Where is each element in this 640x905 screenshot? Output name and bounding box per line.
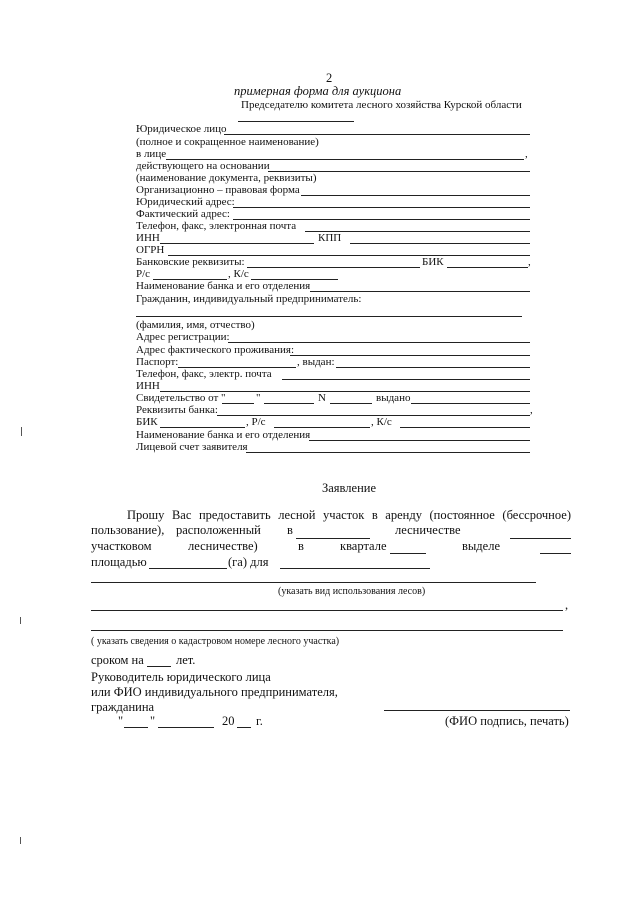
rs2-line[interactable] <box>274 427 370 428</box>
cadastral-line[interactable] <box>91 630 563 631</box>
label-bank-name2: Наименование банка и его отделения <box>136 429 311 441</box>
form-subtitle: примерная форма для аукциона <box>234 84 402 98</box>
term-years-line[interactable] <box>147 666 171 667</box>
reg-address-line[interactable] <box>228 342 530 343</box>
label-ogrn: ОГРН <box>136 244 165 256</box>
addressee: Председателю комитета лесного хозяйства Курской области <box>241 99 522 111</box>
label-in-person: в лице <box>136 148 167 160</box>
forest-use-line[interactable] <box>91 582 536 583</box>
legal-entity-line[interactable] <box>224 134 530 135</box>
quarter-line[interactable] <box>390 553 426 554</box>
line3-e: выделе <box>462 539 500 553</box>
label-legal-address: Юридический адрес: <box>136 196 235 208</box>
label-contacts2: Телефон, факс, электр. почта <box>136 368 272 380</box>
label-inn: ИНН <box>136 232 160 244</box>
issued-line[interactable] <box>336 367 530 368</box>
label-rs2: , Р/с <box>246 416 266 428</box>
purpose-line[interactable] <box>280 568 430 569</box>
term-years-label: лет. <box>176 653 196 667</box>
date-year-line[interactable] <box>237 727 251 728</box>
bank-name-line[interactable] <box>310 291 530 292</box>
label-bik: БИК <box>422 256 444 268</box>
line4-b: (га) для <box>228 555 269 569</box>
date-day-line[interactable] <box>124 727 148 728</box>
comma: , <box>530 404 533 416</box>
scan-mark <box>20 617 21 624</box>
certificate-quote: " <box>256 392 261 404</box>
label-rs: Р/с <box>136 268 151 280</box>
bik2-line[interactable] <box>160 427 245 428</box>
certificate-issuer-line[interactable] <box>411 403 530 404</box>
account-line[interactable] <box>246 452 530 453</box>
line2-b: расположенный <box>176 523 261 537</box>
date-open-quote: " <box>118 714 124 728</box>
area-line[interactable] <box>149 568 227 569</box>
hint-cadastral: ( указать сведения о кадастровом номере лесного участка) <box>91 636 340 647</box>
org-form-line[interactable] <box>301 195 530 196</box>
signature-line[interactable] <box>384 710 570 711</box>
legal-address-line[interactable] <box>233 207 530 208</box>
head-line-2: или ФИО индивидуального предпринимателя, <box>91 685 338 699</box>
comma: , <box>528 256 531 268</box>
label-actual-address: Фактический адрес: <box>136 208 230 220</box>
label-bank-details: Банковские реквизиты: <box>136 256 245 268</box>
section-line[interactable] <box>540 553 571 554</box>
line4-a: площадью <box>91 555 147 569</box>
line2-a: пользование), <box>91 523 165 537</box>
bik-line[interactable] <box>447 267 528 268</box>
label-citizen: Гражданин, индивидуальный предприниматель: <box>136 293 362 305</box>
label-reg-address: Адрес регистрации: <box>136 331 230 343</box>
line3-a: участковом <box>91 539 152 553</box>
kpp-line[interactable] <box>350 243 530 244</box>
label-org-form: Организационно – правовая форма <box>136 184 300 196</box>
label-ks-text: К/с <box>233 268 249 280</box>
line3-d: квартале <box>340 539 387 553</box>
scan-mark <box>20 837 21 844</box>
line2-c: в <box>287 523 293 537</box>
label-contacts: Телефон, факс, электронная почта <box>136 220 297 232</box>
comma: , <box>565 598 569 612</box>
hint-full-short-name: (полное и сокращенное наименование) <box>136 136 319 148</box>
label-passport: Паспорт: <box>136 356 179 368</box>
citizen-line[interactable] <box>136 316 522 317</box>
certificate-day-line[interactable] <box>222 403 254 404</box>
head-line-3: гражданина <box>91 700 155 714</box>
label-living-address: Адрес фактического проживания: <box>136 344 294 356</box>
label-ks: , К/с <box>228 268 249 280</box>
date-month-line[interactable] <box>158 727 214 728</box>
label-acting-basis: действующего на основании <box>136 160 270 172</box>
line3-b: лесничестве) <box>188 539 258 553</box>
hint-forest-use: (указать вид использования лесов) <box>278 586 426 597</box>
scan-mark <box>21 427 22 436</box>
forestry-end-line[interactable] <box>510 538 571 539</box>
statement-title: Заявление <box>322 481 377 495</box>
head-line-1: Руководитель юридического лица <box>91 670 271 684</box>
inn-line[interactable] <box>160 243 314 244</box>
label-inn2: ИНН <box>136 380 160 392</box>
page-number: 2 <box>326 71 333 85</box>
term-label: сроком на <box>91 653 144 667</box>
comma: , <box>525 148 528 160</box>
line3-c: в <box>298 539 304 553</box>
label-account: Лицевой счет заявителя <box>136 441 248 453</box>
certificate-date-line[interactable] <box>264 403 314 404</box>
label-bik2: БИК <box>136 416 158 428</box>
line2-d: лесничестве <box>395 523 461 537</box>
ks2-line[interactable] <box>400 427 530 428</box>
label-ks2: , К/с <box>371 416 392 428</box>
label-legal-entity: Юридическое лицо <box>136 123 227 135</box>
hint-fio: (фамилия, имя, отчество) <box>136 319 255 331</box>
label-cert-issued: выдано <box>376 392 411 404</box>
forest-use-line-2[interactable] <box>91 610 563 611</box>
label-certificate: Свидетельство от " <box>136 392 226 404</box>
signature-hint: (ФИО подпись, печать) <box>445 714 569 728</box>
bank-details-line[interactable] <box>247 267 420 268</box>
label-cert-n: N <box>318 392 326 404</box>
addressee-name-line <box>238 121 354 122</box>
hint-document-name: (наименование документа, реквизиты) <box>136 172 317 184</box>
label-bank-details2: Реквизиты банка: <box>136 404 218 416</box>
bank-name2-line[interactable] <box>309 440 530 441</box>
date-year-suffix: г. <box>256 714 263 728</box>
statement-line-1 <box>91 508 571 523</box>
label-bank-name: Наименование банка и его отделения <box>136 280 311 292</box>
label-issued: , выдан: <box>297 356 335 368</box>
statement-line-1-text: Прошу Вас предоставить лесной участок в аренду (постоянное (бессрочное) <box>127 508 571 522</box>
date-close-quote: " <box>150 714 156 728</box>
certificate-number-line[interactable] <box>330 403 372 404</box>
contacts2-line[interactable] <box>282 379 530 380</box>
label-kpp: КПП <box>318 232 342 244</box>
date-year-prefix: 20 <box>222 714 235 728</box>
